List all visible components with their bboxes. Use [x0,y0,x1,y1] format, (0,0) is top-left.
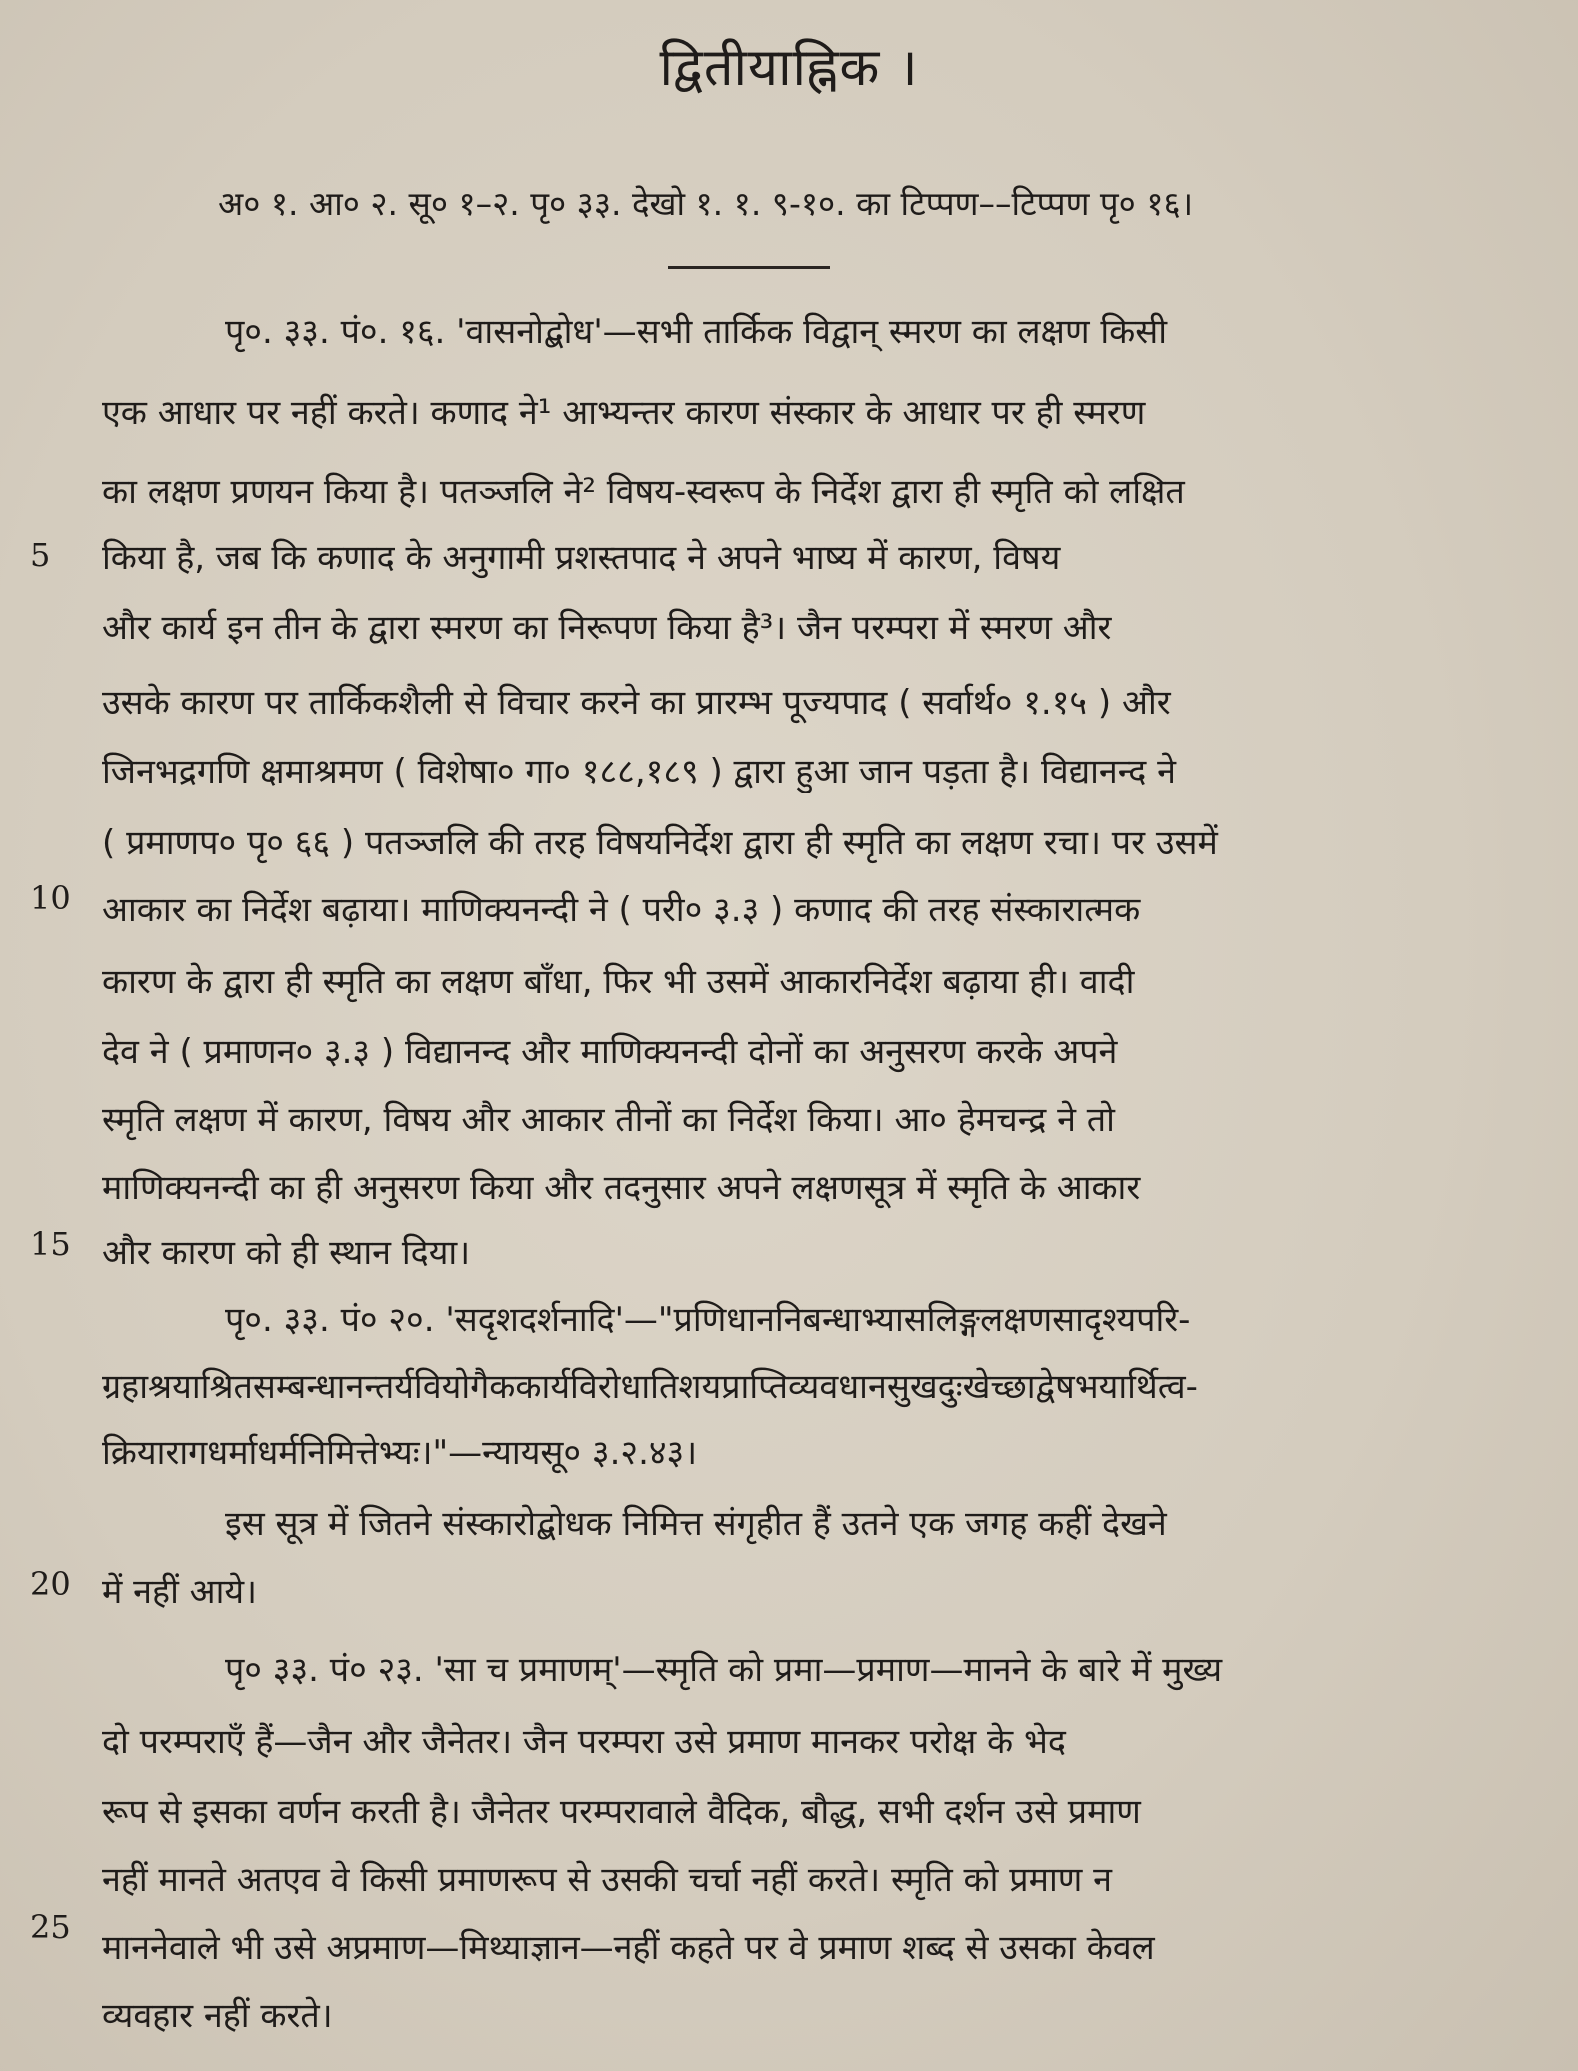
text-line: माणिक्यनन्दी का ही अनुसरण किया और तदनुसार अपने लक्षणसूत्र में स्मृति के आकार [102,1168,1141,1208]
text-line: स्मृति लक्षण में कारण, विषय और आकार तीनों का निर्देश किया। आ० हेमचन्द्र ने तो [102,1100,1115,1140]
text-line: रूप से इसका वर्णन करती है। जैनेतर परम्परावाले वैदिक, बौद्ध, सभी दर्शन उसे प्रमाण [102,1792,1141,1832]
line-number: 25 [30,1908,71,1946]
text-line: कारण के द्वारा ही स्मृति का लक्षण बाँधा, फिर भी उसमें आकारनिर्देश बढ़ाया ही। वादी [102,962,1135,1002]
text-line: पृ० ३३. पं० २३. 'सा च प्रमाणम्'—स्मृति को प्रमा—प्रमाण—मानने के बारे में मुख्य [225,1650,1223,1690]
text-line: इस सूत्र में जितने संस्कारोद्बोधक निमित्त संगृहीत हैं उतने एक जगह कहीं देखने [225,1504,1167,1544]
text-line: आकार का निर्देश बढ़ाया। माणिक्यनन्दी ने ( परी० ३.३ ) कणाद की तरह संस्कारात्मक [102,890,1141,930]
text-line: एक आधार पर नहीं करते। कणाद ने¹ आभ्यन्तर कारण संस्कार के आधार पर ही स्मरण [102,393,1146,433]
text-line: ( प्रमाणप० पृ० ६६ ) पतञ्जलि की तरह विषयनिर्देश द्वारा ही स्मृति का लक्षण रचा। पर उसमें [102,823,1218,863]
text-line: क्रियारागधर्माधर्मनिमित्तेभ्यः।"—न्यायसू० ३.२.४३। [102,1433,698,1473]
text-line: में नहीं आये। [102,1572,258,1612]
text-line: उसके कारण पर तार्किकशैली से विचार करने का प्रारम्भ पूज्यपाद ( सर्वार्थ० १.१५ ) और [102,683,1171,723]
line-number: 10 [30,879,71,917]
text-line: दो परम्पराएँ हैं—जैन और जैनेतर। जैन परम्परा उसे प्रमाण मानकर परोक्ष के भेद [102,1722,1066,1762]
text-line: जिनभद्रगणि क्षमाश्रमण ( विशेषा० गा० १८८,१८९ ) द्वारा हुआ जान पड़ता है। विद्यानन्द ने [102,752,1177,792]
text-line: देव ने ( प्रमाणन० ३.३ ) विद्यानन्द और माणिक्यनन्दी दोनों का अनुसरण करके अपने [102,1032,1118,1072]
text-line: माननेवाले भी उसे अप्रमाण—मिथ्याज्ञान—नहीं कहते पर वे प्रमाण शब्द से उसका केवल [102,1928,1155,1968]
line-number: 15 [30,1225,71,1263]
line-number: 20 [30,1565,71,1603]
text-line: और कारण को ही स्थान दिया। [102,1233,471,1273]
text-line: का लक्षण प्रणयन किया है। पतञ्जलि ने² विषय-स्वरूप के निर्देश द्वारा ही स्मृति को लक्षित [102,472,1185,512]
text-line: पृ०. ३३. पं०. १६. 'वासनोद्बोध'—सभी तार्किक विद्वान् स्मरण का लक्षण किसी [225,312,1168,352]
text-line: पृ०. ३३. पं० २०. 'सदृशदर्शनादि'—"प्रणिधाननिबन्धाभ्यासलिङ्गलक्षणसादृश्यपरि- [225,1300,1191,1340]
text-line: व्यवहार नहीं करते। [102,1996,333,2036]
text-line: किया है, जब कि कणाद के अनुगामी प्रशस्तपाद ने अपने भाष्य में कारण, विषय [102,538,1061,578]
line-number: 5 [30,536,51,574]
text-line: और कार्य इन तीन के द्वारा स्मरण का निरूपण किया है³। जैन परम्परा में स्मरण और [102,608,1112,648]
text-line: नहीं मानते अतएव वे किसी प्रमाणरूप से उसकी चर्चा नहीं करते। स्मृति को प्रमाण न [102,1860,1113,1900]
text-line: ग्रहाश्रयाश्रितसम्बन्धानन्तर्यवियोगैककार्यविरोधातिशयप्राप्तिव्यवधानसुखदुःखेच्छाद्वेषभयार्थित्व- [102,1367,1198,1407]
reference-line: अ० १. आ० २. सू० १–२. पृ० ३३. देखो १. १. ९-१०. का टिप्पण––टिप्पण पृ० १६। [218,184,1194,223]
page-title: द्वितीयाह्निक । [659,38,919,98]
divider [668,266,830,269]
